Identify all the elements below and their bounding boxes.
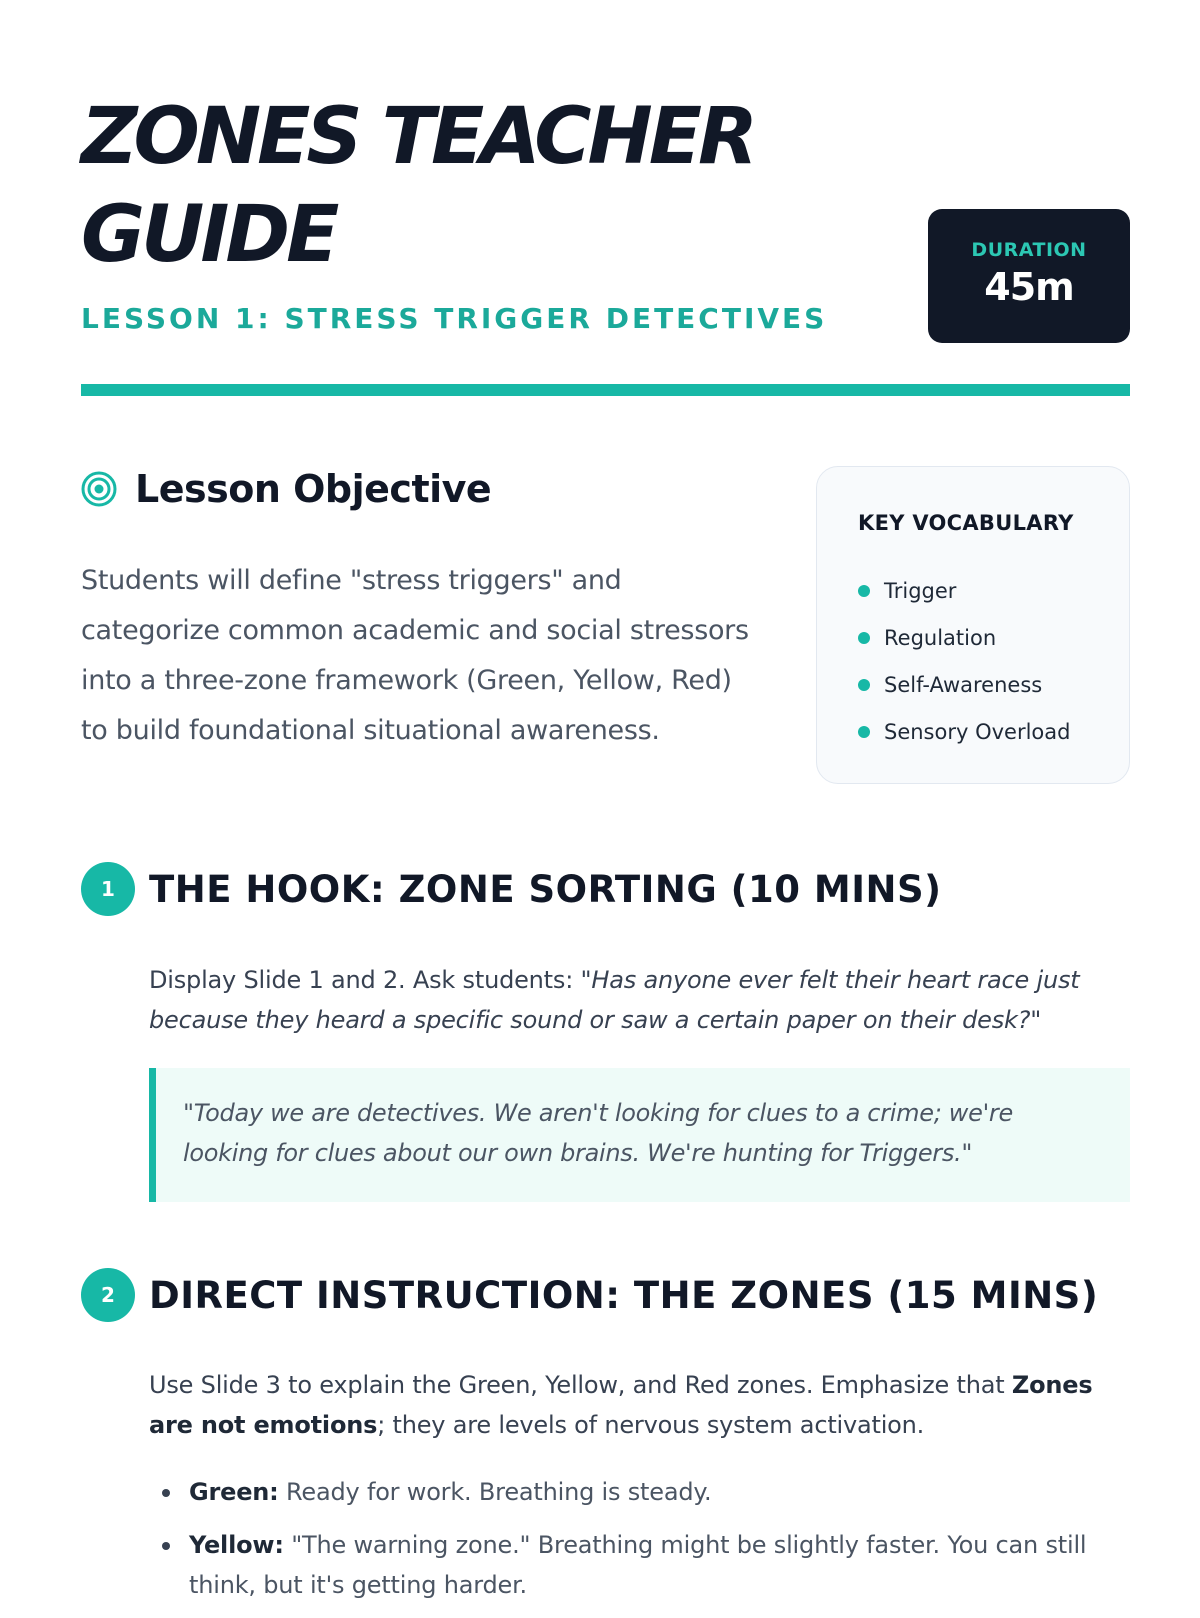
vocabulary-item (858, 661, 1070, 708)
objective-heading (81, 464, 491, 514)
section-2-emphasis: Zones are not emotions (149, 1371, 1093, 1439)
vocabulary-term: Sensory Overload (884, 719, 1071, 744)
zone-name: Green: (189, 1478, 279, 1506)
vocabulary-term: Regulation (884, 625, 997, 650)
vocabulary-term: Self-Awareness (884, 672, 1043, 697)
duration-value: 45m (984, 265, 1074, 309)
callout-quote: "Today we are detectives. We aren't looking for clues to a crime; we're looking for clues about our own brains. We're hunting for Triggers." (183, 1099, 1013, 1167)
lesson-guide-page (81, 0, 1130, 1600)
section-title: THE HOOK: ZONE SORTING (10 MINS) (149, 867, 942, 911)
section-1-heading (81, 862, 942, 916)
section-2-text-start: Use Slide 3 to explain the Green, Yellow, and Red zones. Emphasize that (149, 1371, 1012, 1399)
bullet-icon (162, 1542, 170, 1550)
bullet-dot-icon (858, 726, 870, 738)
vocabulary-item (858, 614, 1070, 661)
page-title: ZONES TEACHER GUIDE (81, 92, 755, 280)
zone-name: Yellow: (189, 1531, 284, 1559)
bullet-dot-icon (858, 679, 870, 691)
target-icon (81, 471, 117, 507)
zone-list-item (149, 1525, 1109, 1605)
teacher-script-callout (149, 1068, 1130, 1202)
section-title: DIRECT INSTRUCTION: THE ZONES (15 MINS) (149, 1273, 1099, 1317)
vocabulary-title: KEY VOCABULARY (858, 511, 1074, 535)
section-1-text (149, 960, 1109, 1040)
section-2-text-end: ; they are levels of nervous system activation. (377, 1411, 925, 1439)
vocabulary-item (858, 567, 1070, 614)
section-2-heading (81, 1268, 1098, 1322)
lesson-subtitle: LESSON 1: STRESS TRIGGER DETECTIVES (81, 302, 828, 335)
key-vocabulary-card (816, 466, 1130, 784)
vocabulary-list (858, 567, 1070, 755)
bullet-dot-icon (858, 585, 870, 597)
header-divider (81, 384, 1130, 396)
duration-label: DURATION (971, 239, 1087, 261)
step-number-badge: 1 (81, 862, 135, 916)
section-1-instruction: Display Slide 1 and 2. Ask students: (149, 966, 581, 994)
bullet-icon (162, 1489, 170, 1497)
vocabulary-item (858, 708, 1070, 755)
objective-title: Lesson Objective (135, 467, 492, 511)
step-number-badge: 2 (81, 1268, 135, 1322)
duration-badge (928, 209, 1130, 343)
section-1-question: "Has anyone ever felt their heart race just because they heard a specific sound or saw a certain paper on their desk?" (149, 966, 1080, 1034)
zone-description: Ready for work. Breathing is steady. (278, 1478, 712, 1506)
zone-description: "The warning zone." Breathing might be slightly faster. You can still think, but it's getting harder. (189, 1531, 1087, 1599)
zone-list-item (149, 1472, 1109, 1512)
objective-text: Students will define "stress triggers" and categorize common academic and social stressors into a three-zone framework (Green, Yellow, Red) to build foundational situational awareness. (81, 565, 749, 746)
zones-list (149, 1472, 1109, 1618)
bullet-dot-icon (858, 632, 870, 644)
vocabulary-term: Trigger (884, 578, 957, 603)
section-2-text (149, 1365, 1109, 1445)
